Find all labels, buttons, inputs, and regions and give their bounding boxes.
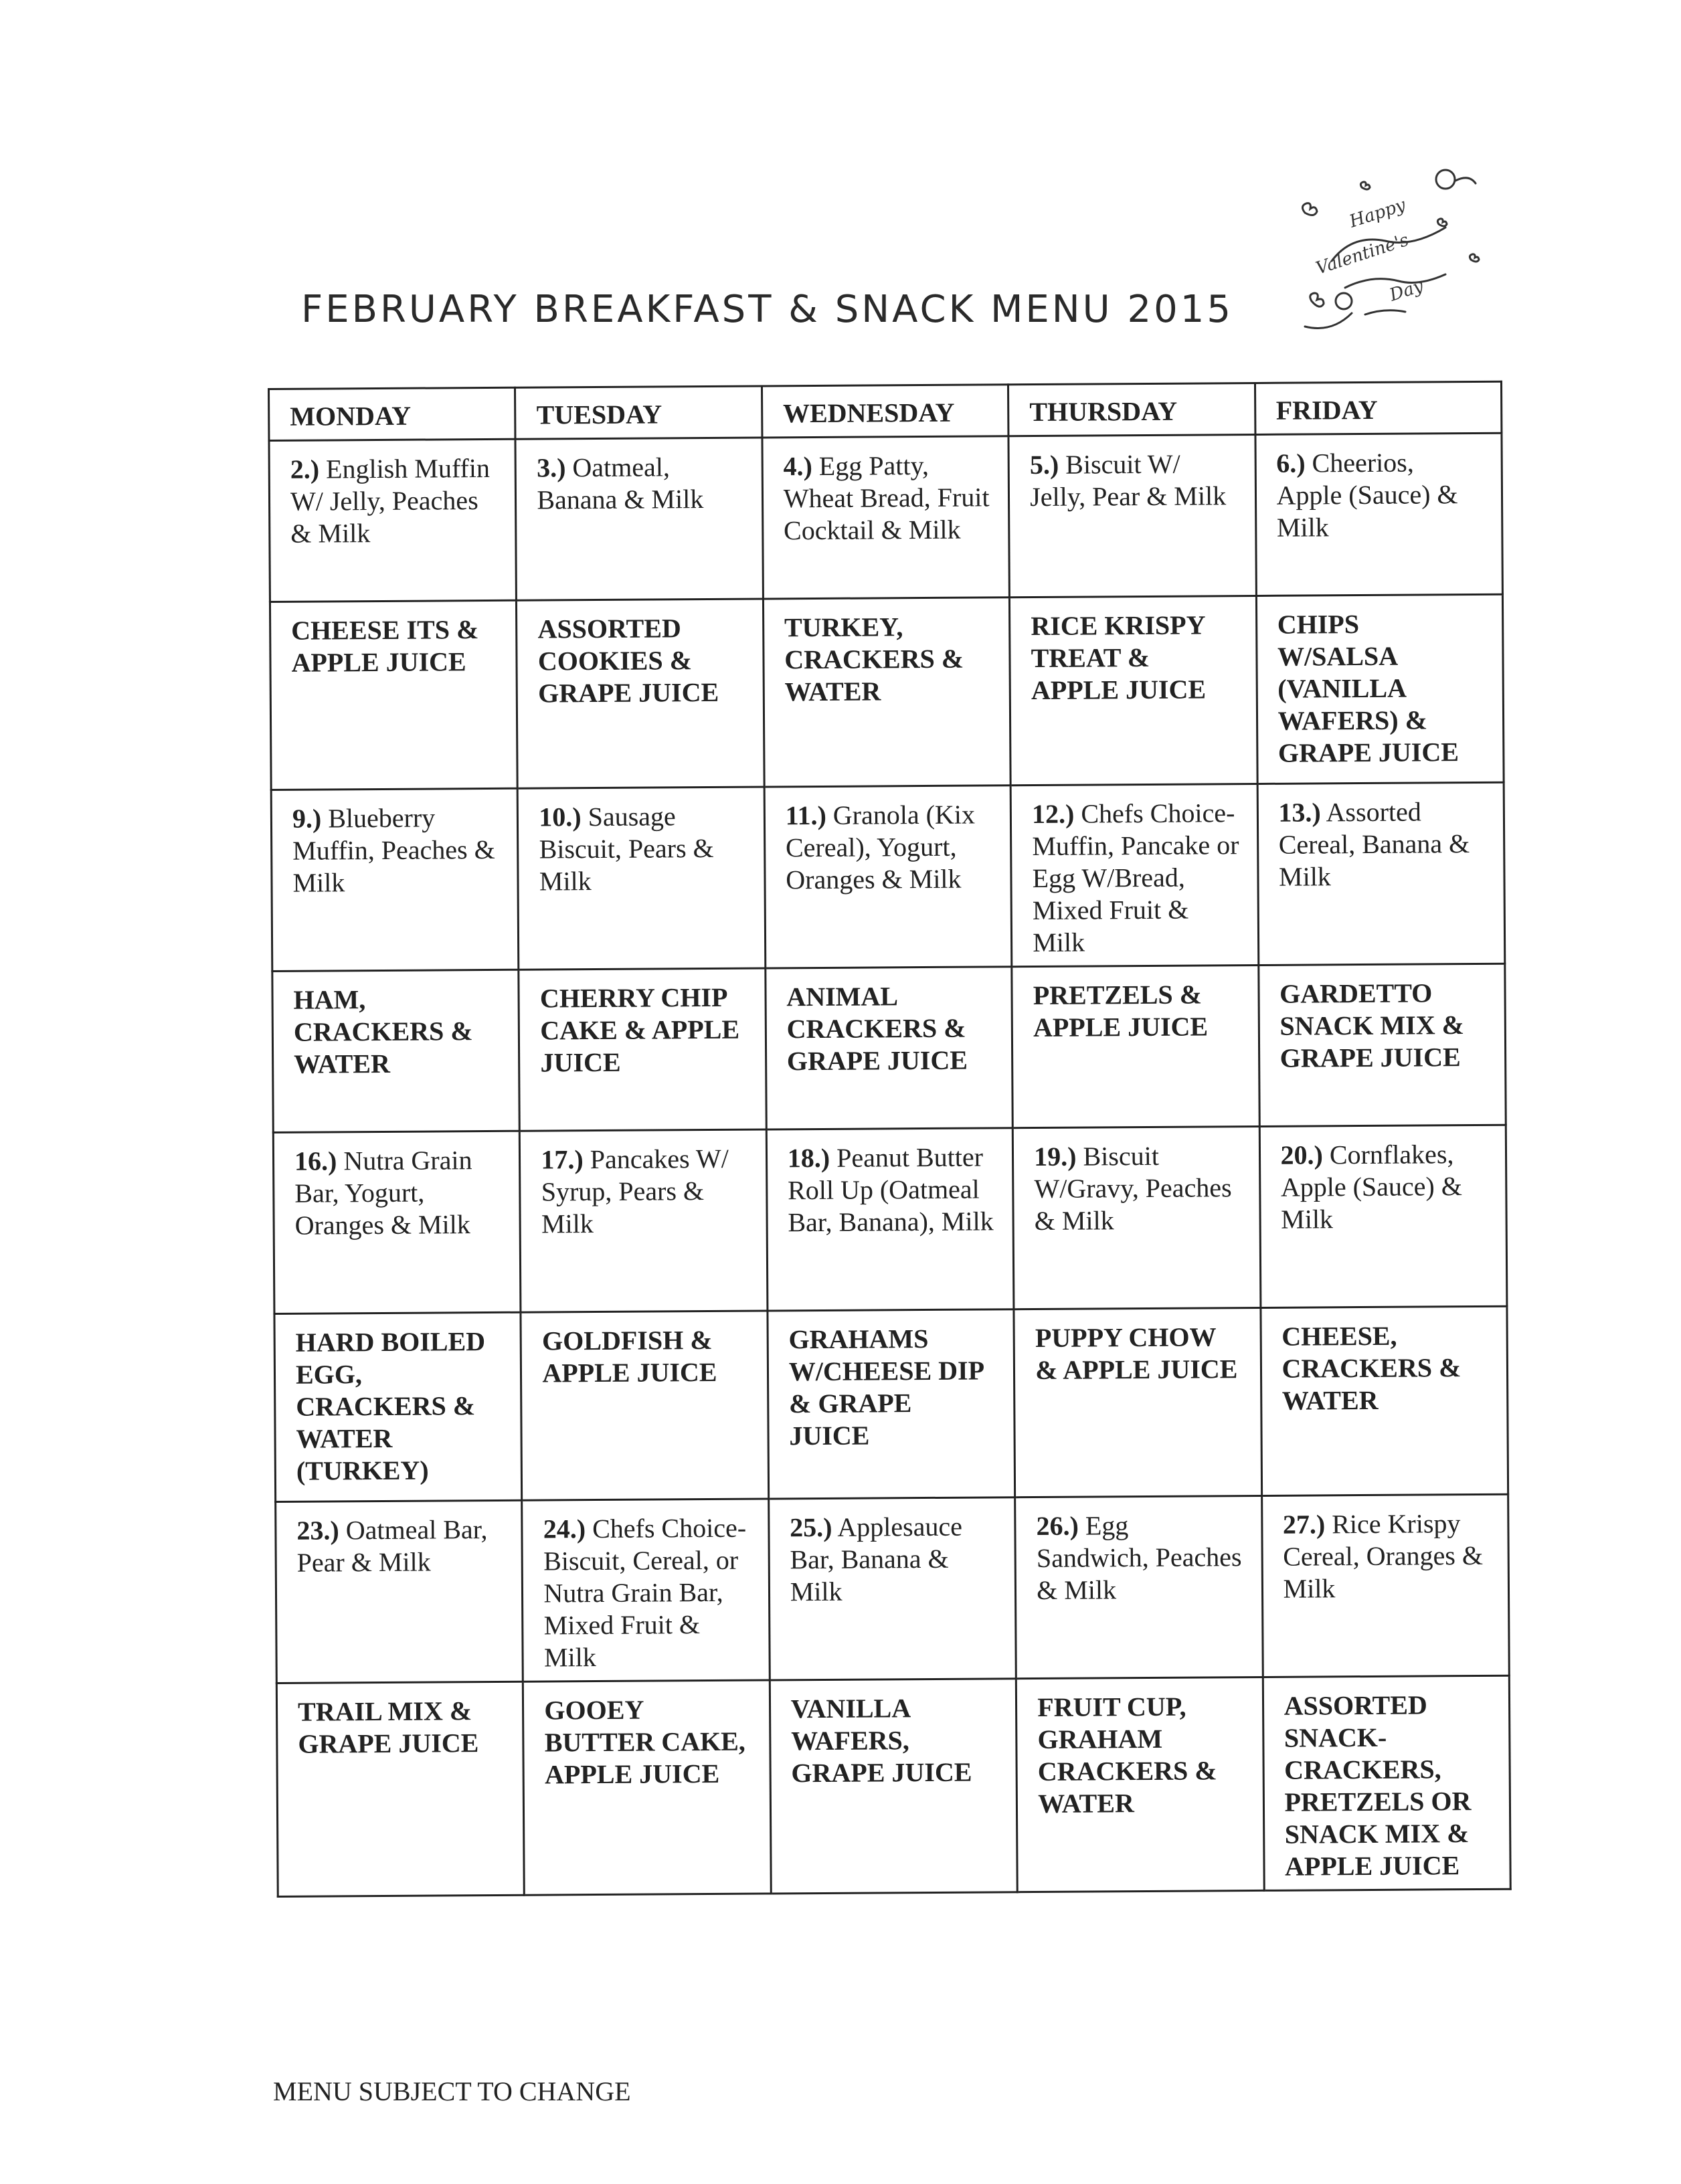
breakfast-item: Oatmeal, Banana & Milk [537, 452, 704, 515]
footer-note: MENU SUBJECT TO CHANGE [273, 2076, 631, 2106]
snack-cell: TRAIL MIX & GRAPE JUICE [276, 1681, 524, 1896]
snack-cell: ASSORTED SNACK- CRACKERS, PRETZELS OR SNACK MIX & APPLE JUICE [1263, 1675, 1510, 1890]
day-number: 23.) [296, 1515, 339, 1546]
breakfast-item: Biscuit W/Gravy, Peaches & Milk [1034, 1140, 1232, 1237]
header-wednesday: WEDNESDAY [762, 385, 1008, 438]
breakfast-cell [271, 788, 519, 971]
breakfast-item: Assorted Cereal, Banana & Milk [1278, 796, 1470, 892]
header-thursday: THURSDAY [1008, 383, 1255, 436]
breakfast-item: Oatmeal Bar, Pear & Milk [296, 1514, 488, 1578]
breakfast-item: Pancakes W/ Syrup, Pears & Milk [541, 1143, 729, 1239]
breakfast-cell [269, 439, 517, 602]
snack-cell: HAM, CRACKERS & WATER [272, 970, 520, 1132]
day-number: 26.) [1036, 1510, 1079, 1542]
day-number: 24.) [543, 1514, 586, 1544]
snack-cell: ASSORTED COOKIES & GRAPE JUICE [517, 599, 764, 788]
breakfast-item: Biscuit W/ Jelly, Pear & Milk [1030, 448, 1227, 513]
breakfast-cell [1010, 784, 1258, 966]
snack-cell: PRETZELS & APPLE JUICE [1012, 965, 1259, 1127]
day-number: 12.) [1031, 798, 1075, 830]
day-number: 25.) [790, 1512, 832, 1543]
snack-cell: GOOEY BUTTER CAKE, APPLE JUICE [523, 1680, 771, 1895]
breakfast-item: Peanut Butter Roll Up (Oatmeal Bar, Banana), Milk [787, 1142, 994, 1238]
breakfast-item: Granola (Kix Cereal), Yogurt, Oranges & Milk [785, 799, 976, 895]
day-number: 6.) [1276, 448, 1306, 478]
breakfast-item: Egg Patty, Wheat Bread, Fruit Cocktail & Milk [783, 450, 990, 546]
breakfast-row-week-4 [276, 1494, 1510, 1683]
snack-row-week-1 [270, 594, 1504, 790]
breakfast-cell [766, 1128, 1014, 1311]
snack-cell: PUPPY CHOW & APPLE JUICE [1014, 1307, 1261, 1497]
breakfast-row-week-1 [269, 433, 1502, 602]
snack-row-week-3 [274, 1306, 1508, 1502]
page-title: FEBRUARY BREAKFAST & SNACK MENU 2015 [301, 288, 1233, 331]
day-number: 10.) [539, 802, 582, 832]
day-number: 20.) [1280, 1140, 1324, 1170]
snack-cell: GARDETTO SNACK MIX & GRAPE JUICE [1258, 964, 1506, 1126]
snack-cell: CHEESE ITS & APPLE JUICE [270, 600, 517, 790]
snack-cell: HARD BOILED EGG, CRACKERS & WATER (TURKEY) [274, 1312, 522, 1502]
breakfast-cell [276, 1500, 523, 1683]
breakfast-row-week-3 [273, 1125, 1507, 1313]
header-monday: MONDAY [269, 387, 516, 440]
day-number: 18.) [787, 1142, 830, 1174]
day-number: 11.) [785, 800, 826, 831]
breakfast-item: Rice Krispy Cereal, Oranges & Milk [1283, 1508, 1484, 1604]
breakfast-cell [515, 438, 763, 600]
snack-cell: ANIMAL CRACKERS & GRAPE JUICE [766, 967, 1013, 1129]
breakfast-cell [762, 436, 1010, 599]
breakfast-cell [768, 1497, 1016, 1680]
stamp-text-happy: Happy [1346, 195, 1409, 232]
breakfast-item: English Muffin W/ Jelly, Peaches & Milk [290, 452, 491, 549]
snack-cell: GOLDFISH & APPLE JUICE [521, 1311, 768, 1500]
day-number: 16.) [294, 1146, 337, 1176]
breakfast-cell [1012, 1126, 1260, 1309]
breakfast-cell [1008, 434, 1256, 597]
breakfast-item: Cornflakes, Apple (Sauce) & Milk [1280, 1139, 1463, 1235]
breakfast-item: Cheerios, Apple (Sauce) & Milk [1276, 447, 1458, 543]
breakfast-cell [520, 1129, 768, 1312]
breakfast-cell [1015, 1495, 1263, 1678]
breakfast-item: Sausage Biscuit, Pears & Milk [539, 801, 714, 897]
snack-cell: VANILLA WAFERS, GRAPE JUICE [770, 1679, 1017, 1894]
breakfast-item: Chefs Choice- Biscuit, Cereal, or Nutra Grain Bar, Mixed Fruit & Milk [543, 1512, 747, 1673]
snack-cell: CHERRY CHIP CAKE & APPLE JUICE [519, 968, 766, 1131]
header-tuesday: TUESDAY [515, 386, 762, 439]
breakfast-item: Blueberry Muffin, Peaches & Milk [292, 802, 495, 898]
stamp-text-day: Day [1387, 276, 1426, 306]
snack-cell: TURKEY, CRACKERS & WATER [763, 598, 1010, 787]
breakfast-item: Nutra Grain Bar, Yogurt, Oranges & Milk [294, 1145, 472, 1241]
day-number: 4.) [783, 451, 812, 482]
day-number: 3.) [536, 452, 566, 483]
snack-row-week-2 [272, 964, 1506, 1132]
breakfast-cell [1257, 782, 1505, 965]
header-friday: FRIDAY [1255, 381, 1502, 434]
header-row [269, 381, 1502, 440]
breakfast-cell [1255, 433, 1503, 596]
breakfast-item: Chefs Choice- Muffin, Pancake or Egg W/Bread, Mixed Fruit & Milk [1032, 798, 1239, 958]
snack-cell: CHEESE, CRACKERS & WATER [1260, 1306, 1508, 1495]
day-number: 13.) [1278, 797, 1321, 828]
breakfast-row-week-2 [271, 782, 1505, 971]
day-number: 5.) [1029, 449, 1059, 480]
day-number: 27.) [1282, 1509, 1326, 1540]
menu-table [268, 381, 1512, 1898]
breakfast-cell [273, 1131, 521, 1313]
breakfast-item: Egg Sandwich, Peaches & Milk [1036, 1510, 1242, 1606]
breakfast-cell [1259, 1125, 1507, 1307]
snack-cell: FRUIT CUP, GRAHAM CRACKERS & WATER [1016, 1677, 1263, 1892]
breakfast-cell [764, 786, 1012, 968]
breakfast-cell [1261, 1494, 1509, 1677]
day-number: 9.) [292, 803, 322, 834]
day-number: 2.) [290, 454, 320, 484]
snack-cell: RICE KRISPY TREAT & APPLE JUICE [1010, 596, 1257, 785]
breakfast-cell [522, 1499, 770, 1681]
breakfast-item: Applesauce Bar, Banana & Milk [790, 1511, 963, 1607]
snack-cell: CHIPS W/SALSA (VANILLA WAFERS) & GRAPE JUICE [1256, 594, 1504, 784]
snack-row-week-4 [276, 1675, 1510, 1896]
stamp-text-valentines: Valentine's [1313, 230, 1411, 279]
day-number: 17.) [541, 1144, 584, 1175]
valentines-stamp [1292, 161, 1492, 341]
breakfast-cell [518, 787, 766, 970]
snack-cell: GRAHAMS W/CHEESE DIP & GRAPE JUICE [768, 1309, 1015, 1499]
day-number: 19.) [1034, 1141, 1077, 1172]
